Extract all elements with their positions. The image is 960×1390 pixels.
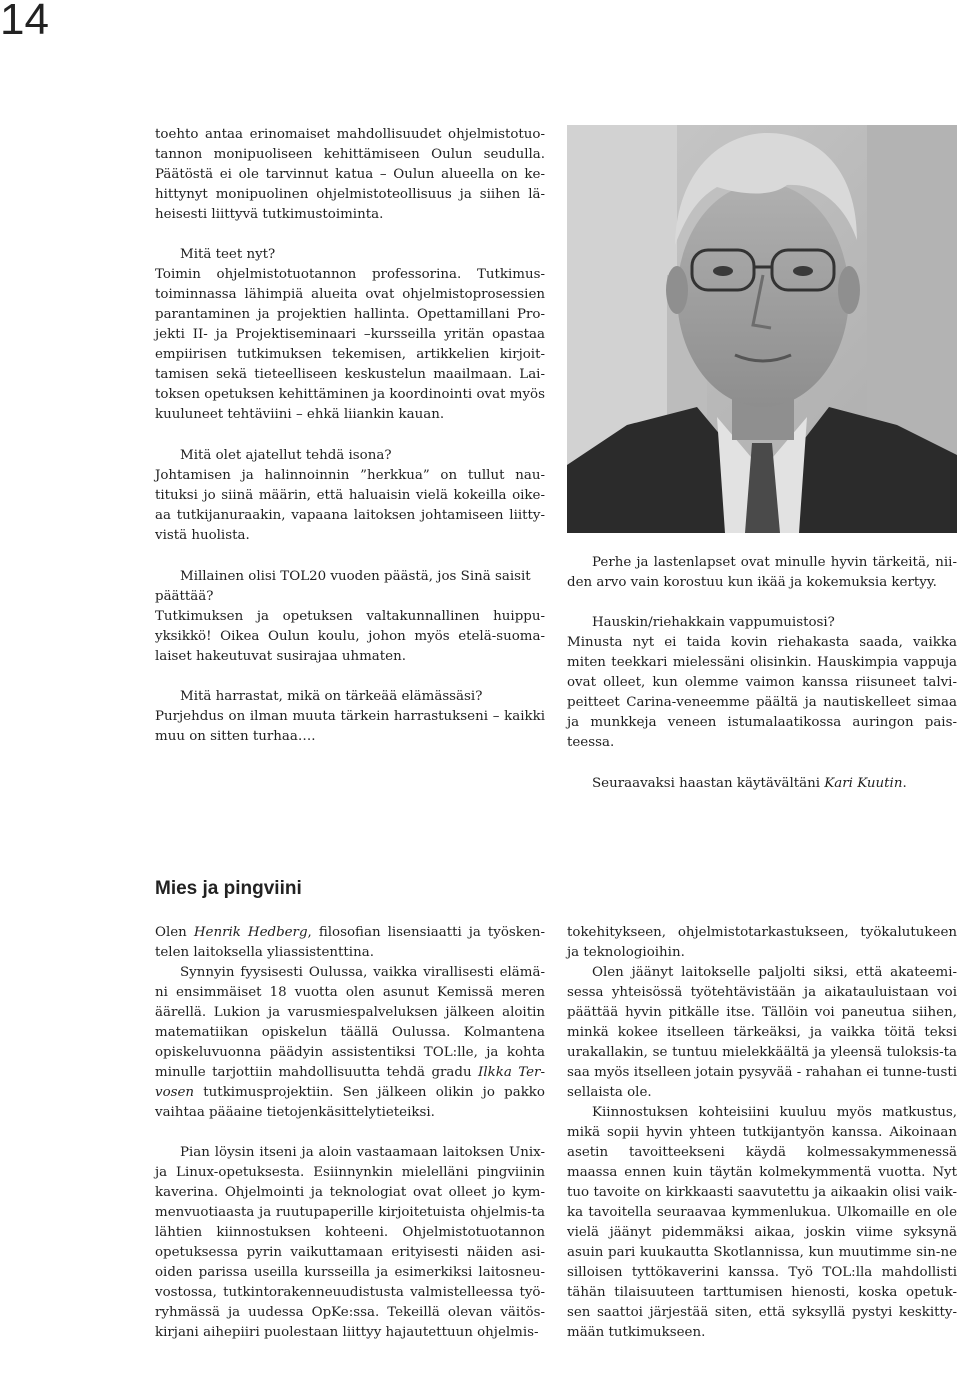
- page-number: 14: [0, 0, 49, 44]
- article-heading: Mies ja pingviini: [155, 878, 302, 899]
- interview-question: Mitä olet ajatellut tehdä isona?: [180, 448, 392, 463]
- qa-block: [155, 567, 545, 667]
- portrait-illustration: [567, 125, 957, 533]
- interview-answer: Purjehdus on ilman muuta tärkein harrastukseni – kaikki muu on sitten turhaa….: [155, 709, 545, 744]
- qa-block: [567, 613, 957, 753]
- article-paragraph: Kiinnostuksen kohteisiini kuuluu myös matkustus, mikä sopii hyvin yhteen tutkijantyön kanssa. Aikoinaan asetin tavoitteekseni käydä kolmessakymmenessä maassa ennen kuin täytän kolmekymmentä vuotta. Nyt tuo tavoite on kirkkaasti saavutettu ja aikaakin olisi vaik-ka tavoitella seuraavaa kymmenlukua. Ulkomaille en ole vielä jäänyt pidemmäksi aikaa, joskin viime syksynä asuin pari kuukautta Skotlannissa, kun muutimme sin-ne silloisen tyttökaverini kanssa. Työ TOL:lla mahdollisti tähän tilaisuuteen tarttumisen hienosti, koska opetuk-sen saattoi järjestää siten, että syksyllä pystyi keskitty-mään tutkimukseen.: [567, 1105, 957, 1340]
- text-span: Olen: [155, 925, 194, 940]
- article-paragraph: [155, 963, 545, 1123]
- interview-question: Mitä teet nyt?: [180, 247, 276, 262]
- photo-caption: Perhe ja lastenlapset ovat minulle hyvin tärkeitä, nii-den arvo vain korostuu kun ikää ja kokemuksia kertyy.: [567, 555, 957, 591]
- next-suffix: .: [902, 776, 907, 791]
- qa-block: [155, 245, 545, 425]
- interview-answer: Minusta nyt ei taida kovin riehakasta saada, vaikka miten teekkari mielessäni olisinkin. Hauskimpia vappuja ovat olleet, kun olemme vaimon kanssa riisuneet talvi-peitteet Carina-veneemme päältä ja nautiskelleet simaa ja munkkeja veneen istumalaatikossa auringon pais-teessa.: [567, 635, 957, 750]
- article-right-column: [567, 923, 957, 1343]
- article-paragraph: Pian löysin itseni ja aloin vastaamaan laitoksen Unix-ja Linux-opetuksesta. Esiinnynkin mielelläni pingviinin kaverina. Ohjelmointi ja teknologiat ovat olleet jo kym-menvuotiaasta ja ruutupaperille kirjoitetuista ohjelmis-ta lähtien kiinnostuksen kohteeni. Ohjelmistotuotannon opetuksessa pyrin vaikuttamaan erityisesti näiden asi-oiden parissa useilla kursseilla ja esimerkiksi laitosneu-vostossa, tutkintorakenneuudistusta valmistelleessa työ-ryhmässä ja uudessa OpKe:ssa. Tekeillä olevan väitös-kirjani aihepiiri puolestaan liittyy hajautettuun ohjelmis-: [155, 1145, 545, 1340]
- qa-block: [155, 687, 545, 747]
- interview-intro: toehto antaa erinomaiset mahdollisuudet ohjelmistotuo-tannon monipuoliseen kehittämiseen Oulun seudulla. Päätöstä ei ole tarvinnut katua – Oulun alueella on ke-hittynyt monipuolinen ohjelmistoteollisuus ja siihen lä-heisesti liittyvä tutkimustoiminta.: [155, 127, 545, 222]
- text-span: , filosofian lisensiaatti ja työsken-telen laitoksella yliassistenttina.: [155, 925, 545, 960]
- article-paragraph: Olen jäänyt laitokselle paljolti siksi, että akateemi-sessa yhteisössä työtehtävistään ja aikatauluistaan voi päättää hyvin pitkälle itse. Tällöin voi paneutua siihen, minkä kokee itselleen tärkeäksi, ja vaikka töitä teksi urakallakin, se tuntuu mielekkäältä ja yleensä tuloksis-ta saa myös itselleen jotain pysyvää - rahahan ei tunne-tusti sellaista ole.: [567, 965, 957, 1100]
- article-left-column: [155, 923, 545, 1343]
- next-name: Kari Kuutin: [824, 776, 903, 791]
- interview-left-column: [155, 125, 545, 747]
- interview-question: Millainen olisi TOL20 vuoden päästä, jos Sinä saisit päättää?: [155, 569, 531, 604]
- interview-question: Mitä harrastat, mikä on tärkeää elämässäsi?: [180, 689, 483, 704]
- text-span: Synnyin fyysisesti Oulussa, vaikka virallisesti elämä-ni ensimmäiset 18 vuotta olen asunut Kemissä meren äärellä. Lukion ja varusmiespalveluksen jälkeen aloitin matematiikan opiskelun täällä Oulussa. Kolmantena opiskeluvuonna päädyin assistentiksi TOL:lle, ja kohta minulle tarjottiin mahdollisuutta tehdä gradu: [155, 965, 545, 1080]
- interview-right-column: [567, 613, 957, 794]
- next-prefix: Seuraavaksi haastan käytävältäni: [592, 776, 825, 791]
- text-span: tutkimusprojektiin. Sen jälkeen olikin jo pakko vaihtaa pääaine tietojenkäsittelytieteiksi.: [155, 1085, 545, 1120]
- article-paragraph: tokehitykseen, ohjelmistotarkastukseen, työkalutukeen ja teknologioihin.: [567, 925, 957, 960]
- next-interviewee: [567, 774, 957, 794]
- interview-question: Hauskin/riehakkain vappumuistosi?: [592, 615, 835, 630]
- person-name: Ilkka Ter-vosen: [155, 1065, 545, 1100]
- interview-answer: Tutkimuksen ja opetuksen valtakunnallinen huippu-yksikkö! Oikea Oulun koulu, johon myös etelä-suoma-laiset hakeutuvat susirajaa uhmaten.: [155, 609, 545, 664]
- interview-answer: Johtamisen ja halinnoinnin ”herkkua” on tullut nau-tituksi jo siinä määrin, että haluaisin vielä kokeilla oike-aa tutkijanuraakin, vapaana laitoksen johtamiseen liitty-vistä huolista.: [155, 468, 545, 543]
- qa-block: [155, 446, 545, 546]
- article-paragraph: [155, 923, 545, 963]
- portrait-photo: [567, 125, 957, 533]
- interview-answer: Toimin ohjelmistotuotannon professorina. Tutkimus-toiminnassa lähimpiä alueita ovat ohjelmistoprosessien parantaminen ja projektien hallinta. Opettamillani Pro-jekti II- ja Projektiseminaari –kursseilla yritän opastaa empiirisen tutkimuksen tekemisen, artikkelien kirjoit-tamisen sekä tieteelliseen keskustelun maailmaan. Lai-toksen opetuksen kehittäminen ja koordinointi ovat myös kuuluneet tehtäviini – ehkä liiankin kauan.: [155, 267, 545, 422]
- author-name: Henrik Hedberg: [193, 925, 308, 940]
